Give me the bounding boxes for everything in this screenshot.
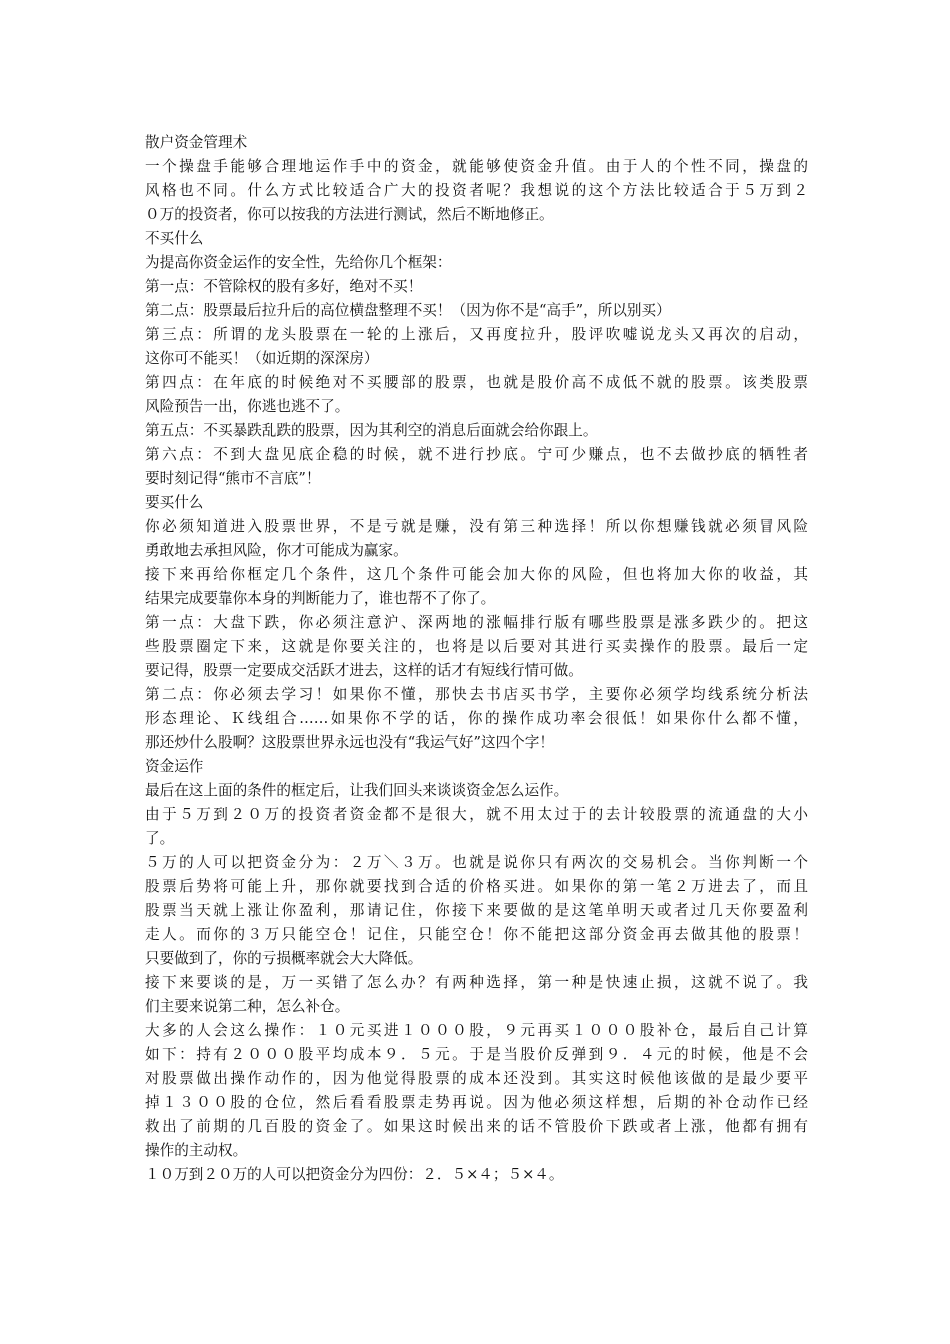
text-line: ０万的投资者，你可以按我的方法进行测试，然后不断地修正。 [145,206,554,223]
text-line: 形态理论、Ｋ线组合……如果你不学的话，你的操作成功率会很低！如果你什么都不懂， [145,710,808,727]
text-line: 最后在这上面的条件的框定后，让我们回头来谈谈资金怎么运作。 [145,782,569,799]
section-heading: 不买什么 [145,230,204,247]
text-line: 第二点：你必须去学习！如果你不懂，那快去书店买书学，主要你必须学均线系统分析法 [145,686,808,703]
text-line: 了。 [145,830,175,847]
text-line: 一个操盘手能够合理地运作手中的资金，就能够使资金升值。由于人的个性不同，操盘的 [145,158,808,175]
text-line: 第一点：不管除权的股有多好，绝对不买！ [145,278,423,295]
text-line: 第四点：在年底的时候绝对不买腰部的股票，也就是股价高不成低不就的股票。该类股票 [145,374,808,391]
text-line: 风险预告一出，你逃也逃不了。 [145,398,350,415]
text-line: 接下来再给你框定几个条件，这几个条件可能会加大你的风险，但也将加大你的收益，其 [145,566,808,583]
text-line: 走人。而你的３万只能空仓！记住，只能空仓！你不能把这部分资金再去做其他的股票！ [145,926,808,943]
text-line: 大多的人会这么操作：１０元买进１０００股，９元再买１０００股补仓，最后自己计算 [145,1022,808,1039]
text-line: 如下：持有２０００股平均成本９．５元。于是当股价反弹到９．４元的时候，他是不会 [145,1046,808,1063]
text-line: 要记得，股票一定要成交活跃才进去，这样的话才有短线行情可做。 [145,662,583,679]
text-line: 只要做到了，你的亏损概率就会大大降低。 [145,950,423,967]
text-line: 第五点：不买暴跌乱跌的股票，因为其利空的消息后面就会给你跟上。 [145,422,598,439]
text-line: 你必须知道进入股票世界，不是亏就是赚，没有第三种选择！所以你想赚钱就必须冒风险 [145,518,808,535]
text-line: 第一点：大盘下跌，你必须注意沪、深两地的涨幅排行版有哪些股票是涨多跌少的。把这 [145,614,808,631]
text-line: 接下来要谈的是，万一买错了怎么办？有两种选择，第一种是快速止损，这就不说了。我 [145,974,808,991]
text-line: 第二点：股票最后拉升后的高位横盘整理不买！（因为你不是“高手”，所以别买） [145,302,671,319]
text-line: 那还炒什么股啊？这股票世界永远也没有“我运气好”这四个字！ [145,734,554,751]
text-line: 风格也不同。什么方式比较适合广大的投资者呢？我想说的这个方法比较适合于５万到２ [145,182,808,199]
text-line: 救出了前期的几百股的资金了。如果这时候出来的话不管股价下跌或者上涨，他都有拥有 [145,1118,808,1135]
text-line: 股票后势将可能上升，那你就要找到合适的价格买进。如果你的第一笔２万进去了，而且 [145,878,808,895]
text-line: 操作的主动权。 [145,1142,248,1159]
text-line: 由于５万到２０万的投资者资金都不是很大，就不用太过于的去计较股票的流通盘的大小 [145,806,808,823]
text-line: 掉１３００股的仓位，然后看看股票走势再说。因为他必须这样想，后期的补仓动作已经 [145,1094,808,1111]
text-line: 为提高你资金运作的安全性，先给你几个框架： [145,254,452,271]
text-line: 些股票圈定下来，这就是你要关注的，也将是以后要对其进行买卖操作的股票。最后一定 [145,638,808,655]
text-line: 结果完成要靠你本身的判断能力了，谁也帮不了你了。 [145,590,496,607]
document-page [145,131,808,1187]
text-line: 第三点：所谓的龙头股票在一轮的上涨后，又再度拉升，股评吹嘘说龙头又再次的启动， [145,326,808,343]
section-heading: 散户资金管理术 [145,134,248,151]
text-line: 股票当天就上涨让你盈利，那请记住，你接下来要做的是这笔单明天或者过几天你要盈利 [145,902,808,919]
text-line: ５万的人可以把资金分为：２万＼３万。也就是说你只有两次的交易机会。当你判断一个 [145,854,808,871]
text-line: 对股票做出操作动作的，因为他觉得股票的成本还没到。其实这时候他该做的是最少要平 [145,1070,808,1087]
text-line: 第六点：不到大盘见底企稳的时候，就不进行抄底。宁可少赚点，也不去做抄底的牺牲者 [145,446,808,463]
text-line: 要时刻记得“熊市不言底”！ [145,470,321,487]
text-line: 这你可不能买！（如近期的深深房） [145,350,379,367]
text-line: 们主要来说第二种，怎么补仓。 [145,998,350,1015]
section-heading: 要买什么 [145,494,204,511]
section-heading: 资金运作 [145,758,204,775]
text-line: １０万到２０万的人可以把资金分为四份：２．５×４；５×４。 [145,1166,564,1183]
text-line: 勇敢地去承担风险，你才可能成为赢家。 [145,542,408,559]
